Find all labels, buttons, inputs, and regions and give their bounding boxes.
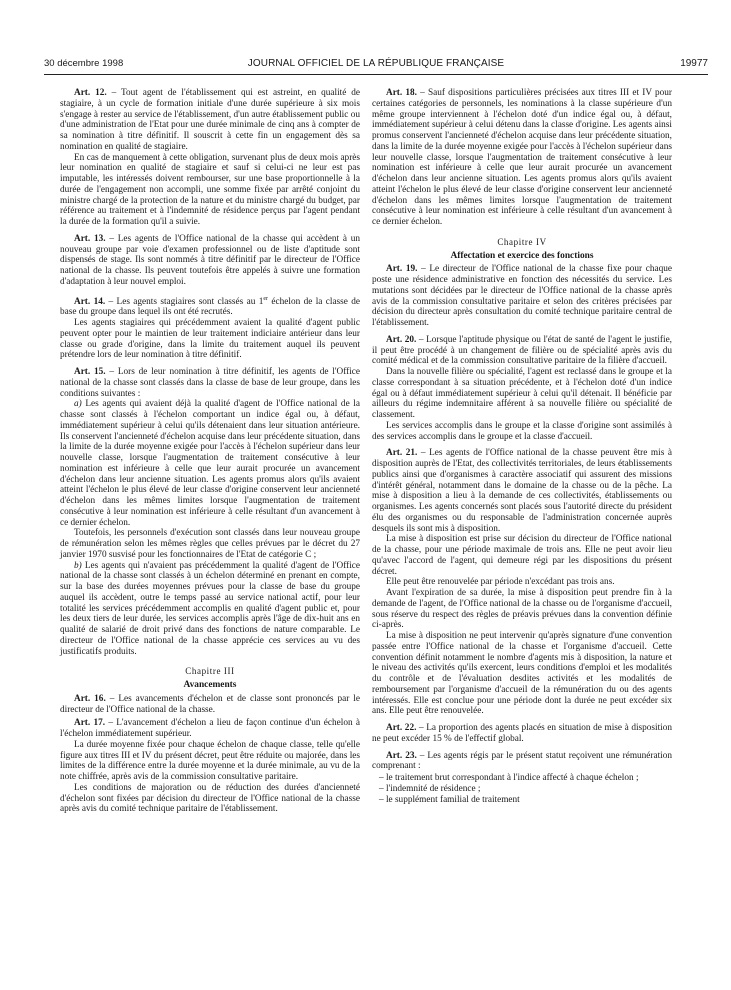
chapter-heading: Chapitre IV — [497, 236, 547, 247]
list-item: – l'indemnité de résidence ; — [379, 783, 481, 794]
article-20 — [372, 335, 672, 367]
article-text: – Lorsque l'aptitude physique ou l'état de santé de l'agent le justifie, il peut être procédé à un changement de filière ou de spécialité après avis du comité médical et de la commission consultative paritaire de la filière d'accueil. — [372, 334, 672, 367]
article-text: – Les agents régis par le présent statut reçoivent une rémunération comprenant : — [372, 750, 673, 772]
article-13 — [60, 234, 360, 288]
article-label: Art. 19. — [386, 264, 418, 275]
paragraph-text: Les agents qui avaient déjà la qualité d'agent de l'Office national de la chasse sont classés à l'échelon comportant un indice égal ou, à défaut, immédiatement supérieur à celui qu'ils détenaient dans leur situation antérieure. Ils conservent l'ancienneté d'échelon acquise dans leur précédente situation, dans la limite de la durée moyenne exigée pour l'accès à l'échelon supérieur dans leur nouvelle classe, lorsque l'augmentation de traitement consécutive à leur nomination est inférieure à celle que leur aurait procurée un avancement d'échelon dans leur ancienne situation. Les agents promus alors qu'ils avaient atteint l'échelon le plus élevé de leur classe d'origine conservent leur ancienneté d'échelon dans les mêmes limites lorsque l'augmentation de traitement consécutive à leur nomination est inférieure à celle résultant d'un avancement à ce dernier échelon. — [60, 399, 360, 528]
article-label: Art. 23. — [386, 750, 417, 761]
article-21 — [372, 448, 672, 534]
paragraph-text: Les agents qui n'avaient pas précédemment la qualité d'agent de l'Office national de la chasse sont classés à un échelon déterminé en prenant en compte, sur la base des durées moyennes prévues pour la classe de base du groupe auquel ils accèdent, outre le temps passé au service national actif, pour leur totalité les services précédemment accomplis en qualité d'agent public et, pour les deux tiers de leur durée, les services accomplis après l'âge de dix-huit ans en qualité de salarié de droit privé dans des fonctions de nature comparable. Le directeur de l'Office national de la chasse apprécie ces services au vu des justificatifs produits. — [60, 560, 360, 657]
chapter-title: Avancements — [183, 680, 237, 691]
article-label: Art. 15. — [74, 367, 106, 378]
article-text: – Les agents stagiaires sont classés au 1 — [105, 296, 264, 307]
paragraph: Les services accomplis dans le groupe et la classe d'origine sont assimilés à des services accomplis dans le groupe et la classe d'accueil. — [372, 420, 672, 442]
article-text: – Les agents de l'Office national de la chasse qui accèdent à un nouveau groupe par voie d'examen professionnel ou de liste d'aptitude sont dispensés de stage. Ils sont nommés à titre définitif par le directeur de l'Office national de la chasse. Ils peuvent toutefois être appelés à suivre une formation d'adaptation à leur nouvel emploi. — [60, 233, 360, 287]
list-item: – le traitement brut correspondant à l'indice affecté à chaque échelon ; — [379, 773, 639, 783]
article-label: Art. 14. — [74, 296, 106, 307]
article-18 — [372, 88, 672, 228]
article-15 — [60, 367, 360, 399]
right-column — [372, 88, 672, 805]
article-17 — [60, 718, 360, 740]
page-number: 19977 — [680, 58, 708, 69]
paragraph: Les conditions de majoration ou de réduction des durées d'ancienneté d'échelon sont fixées par décision du directeur de l'Office national de la chasse après avis du comité technique paritaire de l'établissement. — [60, 782, 360, 815]
paragraph: La mise à disposition est prise sur décision du directeur de l'Office national de la chasse, pour une période maximale de trois ans. Elle ne peut avoir lieu qu'avec l'accord de l'agent, qui demeure régi par les dispositions du présent décret. — [372, 534, 672, 577]
article-16 — [60, 694, 360, 716]
journal-title: JOURNAL OFFICIEL DE LA RÉPUBLIQUE FRANÇAISE — [247, 58, 505, 69]
article-text: – La proportion des agents placés en situation de mise à disposition ne peut excéder 15 % de l'effectif global. — [372, 723, 672, 744]
paragraph: Toutefois, les personnels d'exécution sont classés dans leur nouveau groupe de rémunération selon les mêmes règles que celles prévues par le décret du 27 janvier 1970 susvisé pour les fonctionnaires de l'Etat de catégorie C ; — [60, 528, 360, 560]
paragraph-a — [60, 399, 360, 528]
item-letter: a) — [74, 399, 82, 410]
page-header — [44, 0, 708, 72]
paragraph-b — [60, 561, 360, 658]
paragraph: La mise à disposition ne peut intervenir qu'après signature d'une convention passée entre l'Office national de la chasse et l'organisme d'accueil. Cette convention définit notamment le nombre d'agents mis à disposition, la nature et le niveau des activités qu'ils exercent, leurs conditions d'emploi et les modalités du contrôle et de l'évaluation desdites activités et les modalités de remboursement par l'organisme d'accueil de la rémunération du ou des agents intéressés. Elle est conclue pour une période dont la durée ne peut excéder six ans. Elle peut être renouvelée. — [372, 631, 672, 717]
article-label: Art. 18. — [386, 88, 417, 98]
article-label: Art. 17. — [74, 718, 106, 729]
article-label: Art. 16. — [74, 693, 106, 704]
article-text: – Lors de leur nomination à titre définitif, les agents de l'Office national de la chasse sont classés dans la classe de base de leur groupe, dans les conditions suivantes : — [60, 367, 360, 399]
article-text: – Tout agent de l'établissement qui est astreint, en qualité de stagiaire, à un cycle de formation initiale d'une durée supérieure à six mois s'engage à rester au service de l'établissement, d'un autre établissement public ou d'une administration de l'Etat pour une durée minimale de cinq ans à compter de sa nomination à titre définitif. Il souscrit à cette fin un engagement dès sa nomination en qualité de stagiaire. — [60, 88, 360, 152]
item-letter: b) — [74, 560, 82, 571]
paragraph: En cas de manquement à cette obligation, survenant plus de deux mois après leur nomination en qualité de stagiaire et sauf si celui-ci ne leur est pas imputable, les intéressés doivent rembourser, sur une base proportionnelle à la durée de l'engagement non accompli, une somme fixée par arrêté conjoint du ministre chargé de la protection de la nature et du ministre chargé du budget, par référence au traitement et à l'indemnité de résidence perçus par l'agent pendant la durée de la formation qu'il a suivie. — [60, 152, 360, 227]
chapter-heading: Chapitre III — [185, 666, 235, 677]
paragraph: Dans la nouvelle filière ou spécialité, l'agent est reclassé dans le groupe et la classe correspondant à sa situation précédente, et à l'échelon doté d'un indice égal ou à défaut immédiatement supérieur à celui qu'il détenait. Il bénéficie par ailleurs du régime indemnitaire afférent à sa nouvelle filière ou spécialité de classement. — [372, 367, 672, 420]
article-label: Art. 20. — [386, 334, 417, 345]
article-22 — [372, 723, 672, 745]
remuneration-list — [372, 773, 672, 805]
article-text: – Les avancements d'échelon et de classe sont prononcés par le directeur de l'Office national de la chasse. — [60, 693, 360, 715]
header-date: 30 décembre 1998 — [44, 58, 124, 69]
paragraph: Avant l'expiration de sa durée, la mise à disposition peut prendre fin à la demande de l'agent, de l'Office national de la chasse ou de l'organisme d'accueil, sous réserve du respect des règles de préavis prévues dans la convention définie ci-après. — [372, 588, 672, 631]
paragraph: Elle peut être renouvelée par période n'excédant pas trois ans. — [386, 577, 615, 588]
article-text: – Le directeur de l'Office national de la chasse fixe pour chaque poste une résidence administrative en fonction des nécessités du service. Les mutations sont décidées par le directeur de l'Office national de la chasse après avis de la commission consultative paritaire et selon des critères précisées par décision du directeur après consultation du comité technique paritaire central de l'établissement. — [372, 264, 672, 328]
article-text: échelon de la classe de base du groupe dans lequel ils ont été recrutés. — [60, 296, 360, 318]
article-text: – L'avancement d'échelon a lieu de façon continue d'un échelon à l'échelon immédiatement supérieur. — [60, 718, 360, 740]
superscript: er — [263, 295, 269, 302]
paragraph: La durée moyenne fixée pour chaque échelon de chaque classe, telle qu'elle figure aux titres III et IV du présent décret, peut être réduite ou majorée, dans les limites de la différence entre la durée moyenne et la durée minimale, au vu de la note chiffrée, après avis de la commission consultative paritaire. — [60, 739, 360, 783]
article-label: Art. 21. — [386, 448, 418, 459]
article-12 — [60, 88, 360, 153]
article-label: Art. 22. — [386, 723, 417, 733]
article-label: Art. 12. — [74, 88, 107, 98]
header-rule — [44, 74, 708, 75]
article-text: – Sauf dispositions particulières précisées aux titres III et IV pour certaines catégories de personnels, les nominations à la classe supérieure d'un même groupe interviennent à l'échelon doté d'un indice égal ou, à défaut, immédiatement supérieur à celui détenu dans la classe d'origine. Les agents ainsi promus conservent l'ancienneté d'échelon acquise dans leur précédente situation, dans la limite de la durée moyenne exigée pour l'accès à l'échelon supérieur dans leur nouvelle classe, lorsque l'augmentation de traitement consécutive à leur nomination est inférieure à celle que leur aurait procurée un avancement d'échelon dans leur ancienne situation. Les agents promus alors qu'ils avaient atteint l'échelon le plus élevé de leur classe d'origine conservent leur ancienneté d'échelon dans les mêmes limites lorsque l'augmentation de traitement consécutive à leur nomination est inférieure à celle résultant d'un avancement à ce dernier échelon. — [372, 88, 672, 227]
article-14 — [60, 294, 360, 319]
paragraph: Les agents stagiaires qui précédemment avaient la qualité d'agent public peuvent opter pour le maintien de leur traitement indiciaire antérieur dans leur classe ou grade d'origine, dans la limite du traitement auquel ils peuvent prétendre lors de leur nomination à titre définitif. — [60, 318, 360, 361]
article-19 — [372, 264, 672, 329]
article-23 — [372, 751, 672, 773]
list-item: – le supplément familial de traitement — [379, 794, 520, 805]
article-label: Art. 13. — [74, 233, 106, 244]
left-column — [60, 88, 360, 815]
article-text: – Les agents de l'Office national de la chasse peuvent être mis à disposition auprès de l'Etat, des collectivités territoriales, de leurs établissements publics ainsi que d'organismes à caractère associatif qui assurent des missions d'intérêt général, notamment dans le domaine de la chasse ou de la pêche. La mise à disposition a lieu à la demande de ces collectivités, établissements ou organismes. Les agents concernés sont placés sous l'autorité directe du président élu des organismes ou du responsable de l'administration concernée auprès desquels ils sont mis à disposition. — [372, 448, 672, 534]
chapter-title: Affectation et exercice des fonctions — [450, 250, 594, 261]
